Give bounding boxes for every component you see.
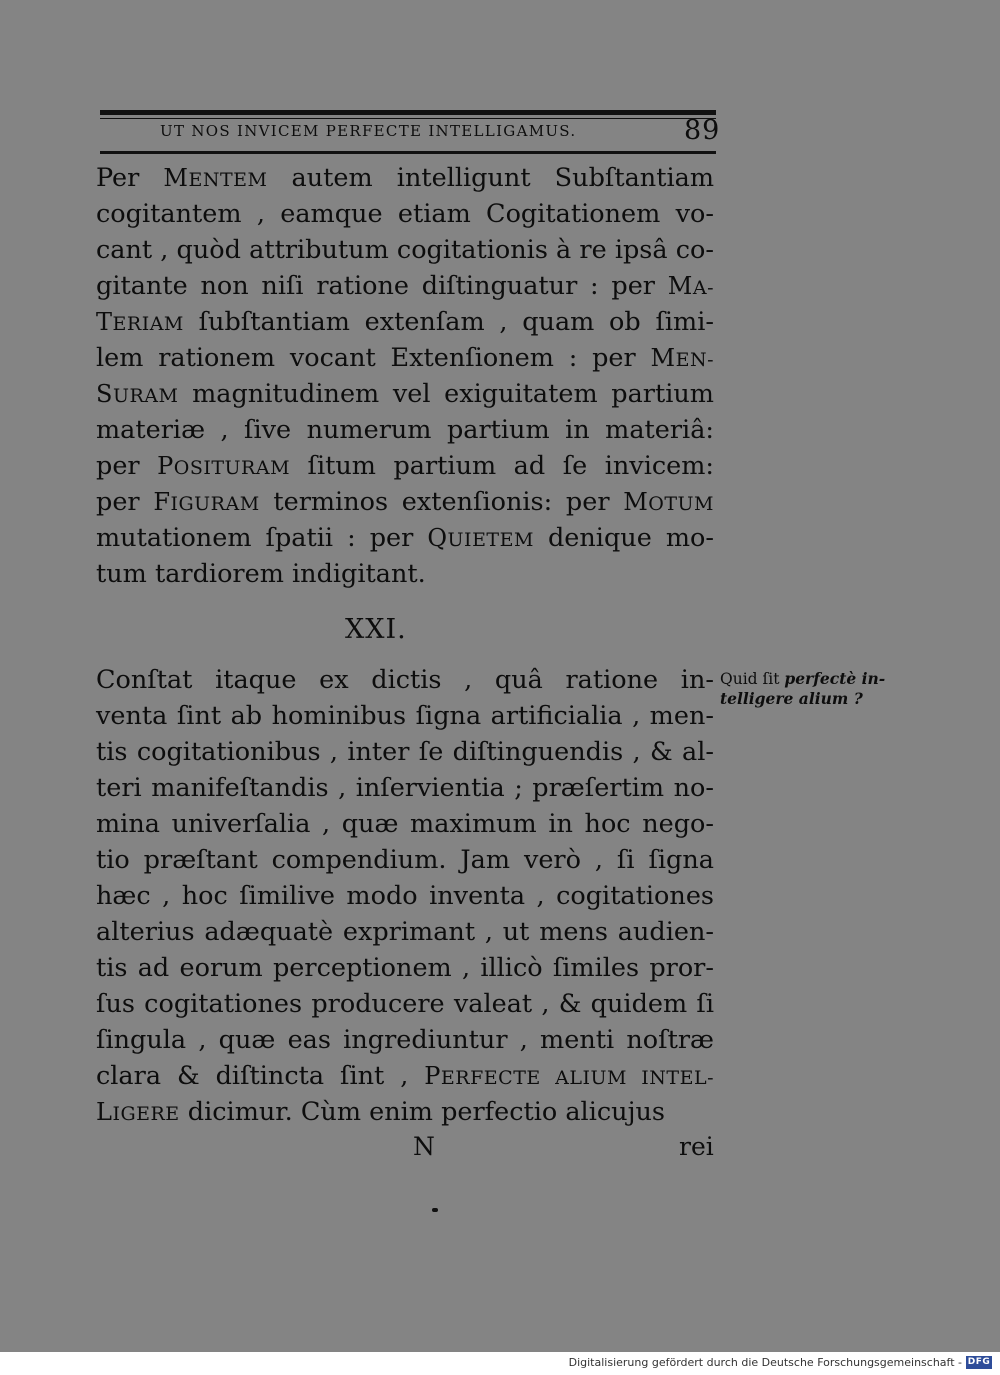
dfg-logo: DFG <box>967 1357 991 1367</box>
text-line <box>96 950 714 986</box>
paragraph-perfect-understanding <box>96 662 714 1130</box>
text-segment: clara & diſtincta ſint , <box>96 1061 425 1091</box>
text-line <box>96 232 714 268</box>
text-line <box>96 520 714 556</box>
text-segment: teri manifeſtandis , inſervientia ; præſertim no- <box>96 773 714 803</box>
small-caps-term: MEN- <box>650 344 714 372</box>
text-line <box>96 196 714 232</box>
text-segment: denique mo- <box>533 523 714 553</box>
small-caps-term: POSITURAM <box>157 452 291 480</box>
text-line <box>96 484 714 520</box>
text-line <box>96 770 714 806</box>
text-segment: alterius adæquatè exprimant , ut mens audien- <box>96 917 714 947</box>
text-line <box>96 1094 714 1130</box>
header-rule-thin <box>100 118 716 119</box>
text-segment: ſitum partium ad ſe invicem: <box>290 451 714 481</box>
text-segment: ſubſtantiam extenſam , quam ob ſimi- <box>183 307 714 337</box>
signature-mark: N <box>413 1132 435 1161</box>
text-segment: tis cogitationibus , inter ſe diſtinguendis , & al- <box>96 737 714 767</box>
running-title: UT NOS INVICEM PERFECTE INTELLIGAMUS. <box>160 122 577 140</box>
text-segment: per <box>96 451 158 481</box>
marginal-note <box>720 666 930 712</box>
text-segment: dicimur. Cùm enim perfectio alicujus <box>179 1097 665 1127</box>
small-caps-term: TERIAM <box>96 308 184 336</box>
text-line <box>96 662 714 698</box>
text-segment: Conſtat itaque ex dictis , quâ ratione in- <box>96 665 714 695</box>
small-caps-term: QUIETEM <box>427 524 534 552</box>
text-line <box>96 878 714 914</box>
text-segment: materiæ , ſive numerum partium in materiâ: <box>96 415 714 445</box>
text-line <box>96 556 714 592</box>
text-segment: tis ad eorum perceptionem , illicò ſimiles pror- <box>96 953 714 983</box>
page-number: 89 <box>684 115 721 146</box>
header-rule-bottom <box>100 151 716 154</box>
text-line <box>96 340 714 376</box>
small-caps-term: MOTUM <box>623 488 715 516</box>
text-segment: ſingula , quæ eas ingrediuntur , menti noſtræ <box>96 1025 714 1055</box>
small-caps-term: PERFECTE ALIUM INTEL- <box>424 1062 714 1090</box>
marginal-note-line-1: Quid ſit perfectè in- <box>720 669 886 688</box>
text-segment: tio præſtant compendium. Jam verò , ſi ſigna <box>96 845 714 875</box>
small-caps-term: MA- <box>667 272 714 300</box>
header-rule-thick <box>100 110 716 115</box>
small-caps-term: MENTEM <box>163 164 268 192</box>
ink-speck <box>432 1208 438 1212</box>
text-segment: autem intelligunt Subſtantiam <box>267 163 714 193</box>
text-line <box>96 734 714 770</box>
text-line <box>96 268 714 304</box>
text-segment: per <box>96 487 154 517</box>
text-line <box>96 376 714 412</box>
text-segment: hæc , hoc ſimilive modo inventa , cogitationes <box>96 881 714 911</box>
text-segment: cant , quòd attributum cogitationis à re ipsâ co- <box>96 235 714 265</box>
small-caps-term: FIGURAM <box>153 488 260 516</box>
text-line <box>96 1022 714 1058</box>
marginal-note-line-2: telligere alium ? <box>720 689 863 708</box>
small-caps-term: SURAM <box>96 380 179 408</box>
text-segment: terminos extenſionis: per <box>259 487 624 517</box>
text-segment: Per <box>96 163 164 193</box>
text-line <box>96 304 714 340</box>
text-line <box>96 842 714 878</box>
text-segment: mina univerſalia , quæ maximum in hoc nego- <box>96 809 714 839</box>
text-segment: ſus cogitationes producere valeat , & quidem ſi <box>96 989 714 1019</box>
text-segment: magnitudinem vel exiguitatem partium <box>178 379 714 409</box>
small-caps-term: LIGERE <box>96 1098 180 1126</box>
text-line <box>96 412 714 448</box>
paragraph-definitions <box>96 160 714 592</box>
catchword: rei <box>679 1132 714 1161</box>
text-segment: venta ſint ab hominibus ſigna artificialia , men- <box>96 701 714 731</box>
text-segment: mutationem ſpatii : per <box>96 523 428 553</box>
text-line <box>96 806 714 842</box>
text-segment: lem rationem vocant Extenſionem : per <box>96 343 651 373</box>
section-number: XXI. <box>345 614 407 645</box>
text-line <box>96 160 714 196</box>
text-line <box>96 448 714 484</box>
footer-credit: Digitalisierung gefördert durch die Deutsche Forschungsgemeinschaft - <box>568 1356 962 1369</box>
text-segment: tum tardiorem indigitant. <box>96 559 426 589</box>
text-line <box>96 698 714 734</box>
text-segment: gitante non niſi ratione diſtinguatur : per <box>96 271 668 301</box>
text-line <box>96 1058 714 1094</box>
text-line <box>96 986 714 1022</box>
text-segment: cogitantem , eamque etiam Cogitationem vo- <box>96 199 714 229</box>
text-line <box>96 914 714 950</box>
